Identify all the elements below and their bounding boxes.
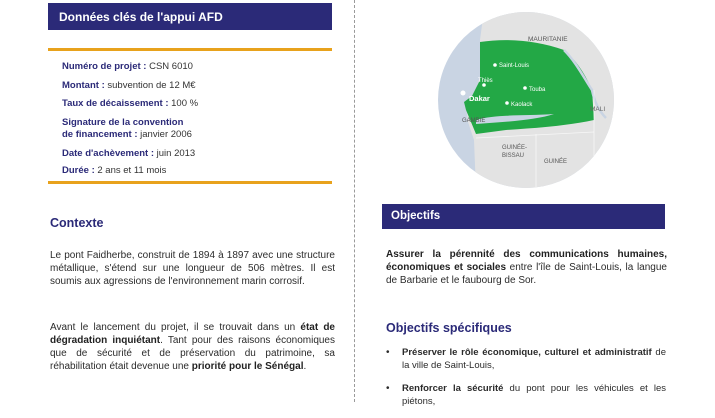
touba-dot	[523, 86, 527, 90]
column-divider	[354, 0, 355, 402]
objectifs-text: Assurer la pérennité des communications humaines, économiques et sociales entre l'île de Saint-Louis, la langue de Barbarie et le faubourg de Sor.	[386, 249, 667, 286]
label-gambie: GAMBIE	[462, 118, 486, 124]
label-guinee-bissau-1: GUINÉE-	[502, 145, 528, 151]
key-data-header: Données clés de l'appui AFD	[48, 3, 332, 30]
key-data-amount: Montant : subvention de 12 M€	[62, 80, 196, 91]
gold-divider-top	[48, 48, 332, 51]
key-data-project-number: Numéro de projet : CSN 6010	[62, 61, 193, 72]
label-mali: MALI	[590, 106, 606, 113]
senegal-map	[436, 10, 616, 190]
label-thies: Thiès	[478, 78, 493, 84]
objectifs-specifiques-title: Objectifs spécifiques	[386, 321, 512, 335]
key-data-signature: Signature de la convention de financement : janvier 2006	[62, 117, 192, 140]
label-mauritanie: MAURITANIE	[528, 36, 568, 43]
label-guinee-bissau-2: BISSAU	[502, 153, 525, 159]
gold-divider-bottom	[48, 181, 332, 184]
saint-louis-dot	[493, 63, 497, 67]
dakar-dot	[461, 91, 466, 96]
key-data-disbursement-rate: Taux de décaissement : 100 %	[62, 98, 199, 109]
objectifs-header: Objectifs	[382, 204, 665, 229]
label-kaolack: Kaolack	[511, 102, 533, 108]
list-item: • Renforcer la sécurité du pont pour les véhicules et les piétons,	[386, 382, 666, 408]
kaolack-dot	[505, 101, 509, 105]
contexte-paragraph-2: Avant le lancement du projet, il se trouvait dans un état de dégradation inquiétant. Tant pour des raisons économiques que de sécurité et de préservation du patrimoine, sa réhabilitation était devenue une priorité pour le Sénégal.	[50, 322, 335, 372]
key-data-duration: Durée : 2 ans et 11 mois	[62, 165, 167, 176]
contexte-title: Contexte	[50, 216, 104, 230]
objectifs-specifiques-list	[386, 346, 666, 418]
label-guinee: GUINÉE	[544, 159, 568, 165]
contexte-paragraph-1: Le pont Faidherbe, construit de 1894 à 1897 avec une structure métallique, s'étend sur une longueur de 506 mètres. Il est soumis aux agressions de l'environnement marin corrosif.	[50, 250, 335, 287]
label-dakar: Dakar	[469, 94, 490, 103]
key-data-completion-date: Date d'achèvement : juin 2013	[62, 148, 196, 159]
label-saint-louis: Saint-Louis	[499, 63, 530, 69]
label-touba: Touba	[529, 87, 546, 93]
list-item: • Préserver le rôle économique, culturel et administratif de la ville de Saint-Louis,	[386, 346, 666, 372]
